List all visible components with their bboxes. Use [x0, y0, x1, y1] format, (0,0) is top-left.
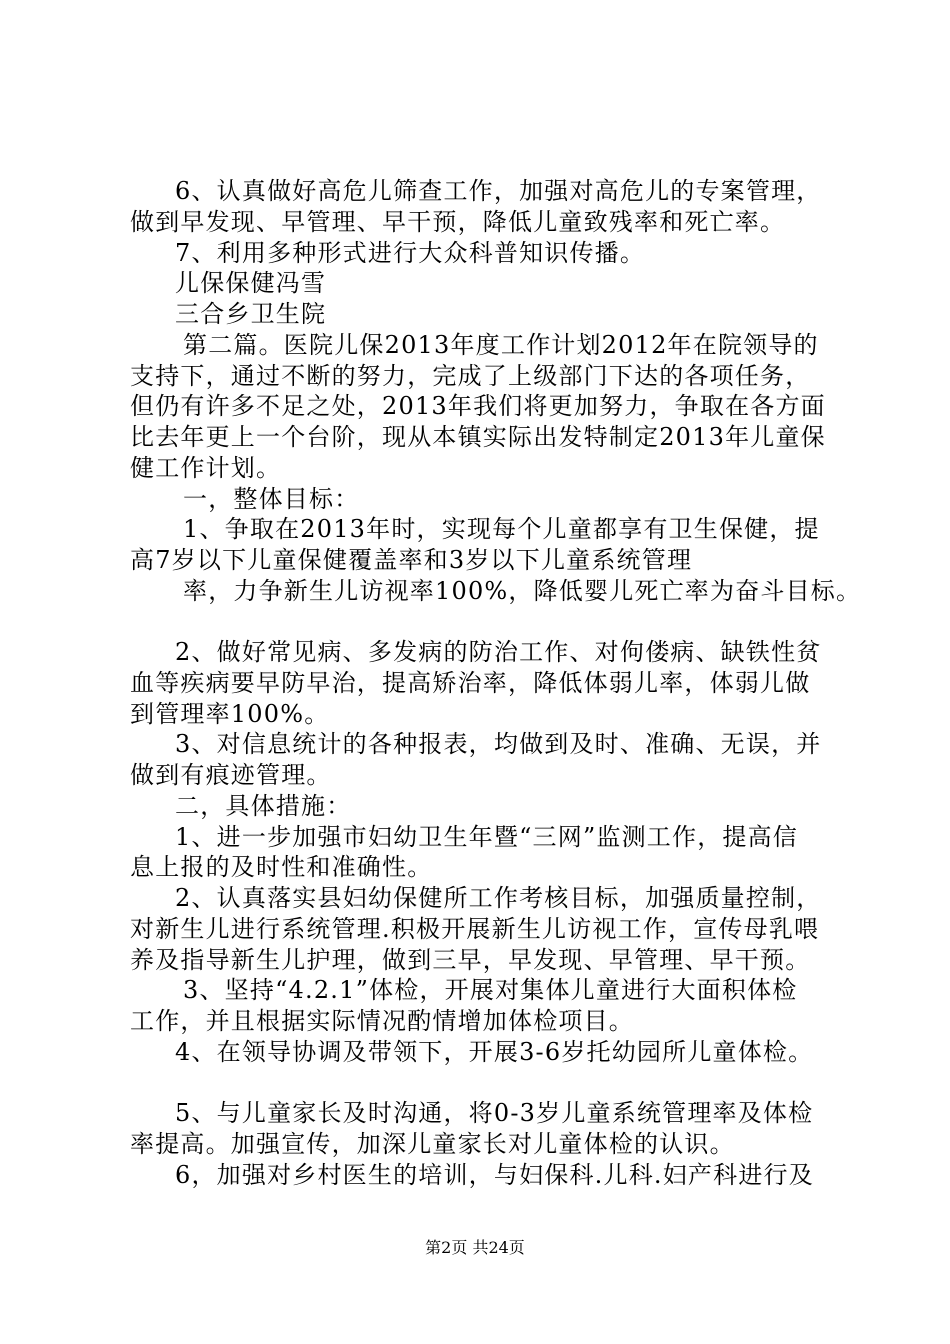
section-heading: 二，具体措施： — [175, 792, 352, 820]
text-line: 率提高。加强宣传，加深儿童家长对儿童体检的认识。 — [130, 1130, 735, 1158]
text-line: 养及指导新生儿护理，做到三早，早发现、早管理、早干预。 — [130, 946, 811, 974]
text-line: 2、做好常见病、多发病的防治工作、对佝偻病、缺铁性贫 — [175, 638, 822, 666]
text-line: 3、坚持“4.2.1”体检，开展对集体儿童进行大面积体检 — [183, 976, 798, 1004]
text-line: 5、与儿童家长及时沟通，将0-3岁儿童系统管理率及体检 — [175, 1099, 814, 1127]
text-line: 率，力争新生儿访视率100%，降低婴儿死亡率为奋斗目标。 — [183, 577, 862, 605]
text-line: 2、认真落实县妇幼保健所工作考核目标，加强质量控制， — [175, 884, 822, 912]
text-line: 7、利用多种形式进行大众科普知识传播。 — [175, 239, 646, 267]
text-line: 比去年更上一个台阶，现从本镇实际出发特制定2013年儿童保 — [130, 423, 826, 451]
text-line: 工作，并且根据实际情况酌情增加体检项目。 — [130, 1007, 634, 1035]
text-line: 支持下，通过不断的努力，完成了上级部门下达的各项任务， — [130, 362, 811, 390]
text-line: 第二篇。医院儿保2013年度工作计划2012年在院领导的 — [183, 331, 819, 359]
text-line: 6、认真做好高危儿筛查工作，加强对高危儿的专案管理， — [175, 177, 822, 205]
text-line: 3、对信息统计的各种报表，均做到及时、准确、无误，并 — [175, 730, 822, 758]
text-line: 到管理率100%。 — [130, 700, 330, 728]
text-line: 做到早发现、早管理、早干预，降低儿童致残率和死亡率。 — [130, 208, 786, 236]
text-line: 但仍有许多不足之处，2013年我们将更加努力，争取在各方面 — [130, 392, 826, 420]
text-line: 健工作计划。 — [130, 454, 282, 482]
text-line: 6，加强对乡村医生的培训，与妇保科.儿科.妇产科进行及 — [175, 1161, 814, 1189]
text-line: 息上报的及时性和准确性。 — [130, 853, 433, 881]
text-line: 高7岁以下儿童保健覆盖率和3岁以下儿童系统管理 — [130, 546, 693, 574]
text-line: 对新生儿进行系统管理.积极开展新生儿访视工作，宣传母乳喂 — [130, 915, 820, 943]
text-line: 做到有痕迹管理。 — [130, 761, 332, 789]
text-line: 三合乡卫生院 — [175, 300, 327, 328]
text-line: 血等疾病要早防早治，提高矫治率，降低体弱儿率，体弱儿做 — [130, 669, 811, 697]
text-line: 1、争取在2013年时，实现每个儿童都享有卫生保健，提 — [183, 515, 820, 543]
section-heading: 一，整体目标： — [183, 485, 360, 513]
text-line: 1、进一步加强市妇幼卫生年暨“三网”监测工作，提高信 — [175, 823, 799, 851]
text-line: 4、在领导协调及带领下，开展3-6岁托幼园所儿童体检。 — [175, 1038, 814, 1066]
text-line: 儿保保健冯雪 — [175, 269, 327, 297]
page-number-footer: 第2页 共24页 — [425, 1238, 525, 1257]
